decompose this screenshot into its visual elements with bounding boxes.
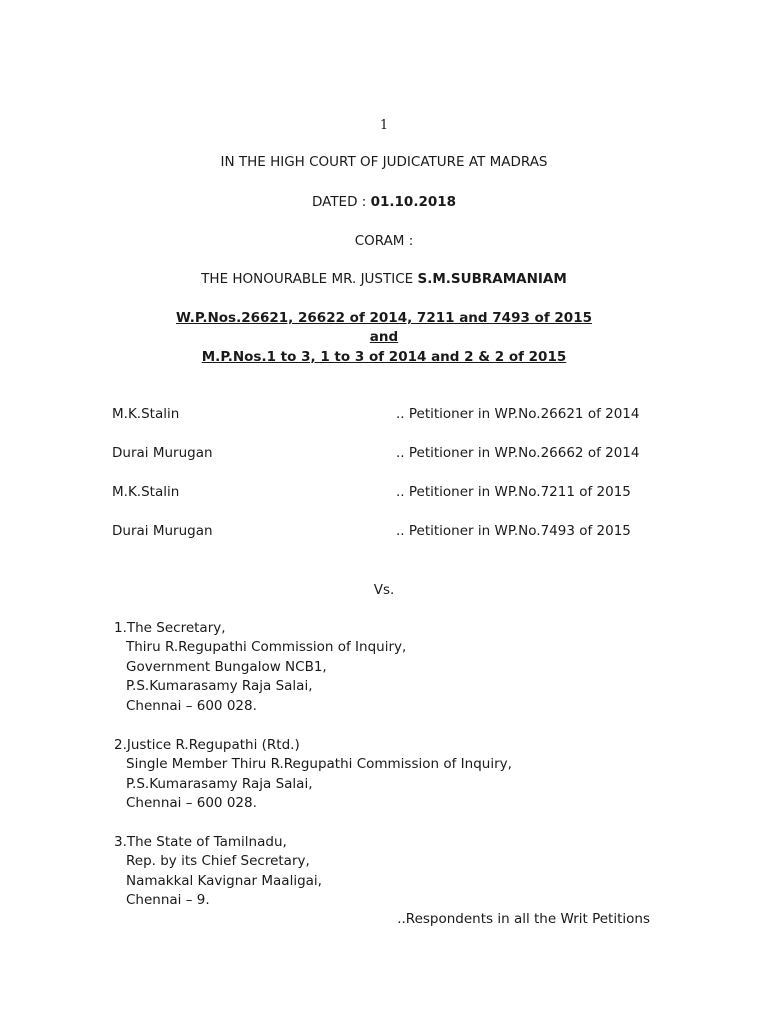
- case-numbers-wp: W.P.Nos.26621, 26622 of 2014, 7211 and 7493 of 2015: [176, 310, 592, 326]
- respondent-address-line: P.S.Kumarasamy Raja Salai,: [126, 678, 313, 695]
- judge-prefix: THE HONOURABLE MR. JUSTICE: [201, 271, 418, 287]
- respondent-heading: 1.The Secretary,: [114, 620, 226, 636]
- petitioner-role: .. Petitioner in WP.No.26662 of 2014: [396, 445, 640, 461]
- respondent-address-line: Single Member Thiru R.Regupathi Commission of Inquiry,: [126, 756, 512, 773]
- page-number: 1: [379, 118, 389, 133]
- respondent-address-line: Rep. by its Chief Secretary,: [126, 853, 310, 870]
- court-title: IN THE HIGH COURT OF JUDICATURE AT MADRAS: [220, 154, 548, 170]
- respondent-block: [114, 736, 512, 814]
- petitioner-name: Durai Murugan: [112, 523, 213, 539]
- dated-line: [0, 193, 768, 211]
- respondent-heading: 3.The State of Tamilnadu,: [114, 834, 287, 850]
- coram-heading: CORAM :: [354, 233, 414, 249]
- dated-value: 01.10.2018: [370, 194, 457, 210]
- respondent-address-line: P.S.Kumarasamy Raja Salai,: [126, 775, 313, 792]
- petitioner-role: .. Petitioner in WP.No.7493 of 2015: [396, 523, 631, 539]
- petitioner-name: M.K.Stalin: [112, 484, 180, 500]
- case-numbers-and: and: [369, 329, 399, 345]
- petitioner-name: Durai Murugan: [112, 445, 213, 461]
- respondent-address-line: Namakkal Kavignar Maaligai,: [126, 872, 322, 889]
- judge-line: [0, 270, 768, 288]
- respondent-address-line: Chennai – 600 028.: [126, 697, 257, 714]
- petitioner-role: .. Petitioner in WP.No.7211 of 2015: [396, 484, 631, 500]
- petitioner-name: M.K.Stalin: [112, 406, 180, 422]
- respondent-address-line: Chennai – 9.: [126, 892, 210, 909]
- respondent-heading: 2.Justice R.Regupathi (Rtd.): [114, 737, 300, 753]
- case-numbers-mp: M.P.Nos.1 to 3, 1 to 3 of 2014 and 2 & 2 of 2015: [201, 349, 567, 365]
- respondent-address-line: Chennai – 600 028.: [126, 795, 257, 812]
- judge-name: S.M.SUBRAMANIAM: [417, 271, 567, 287]
- petitioner-role: .. Petitioner in WP.No.26621 of 2014: [396, 406, 640, 422]
- versus-label: Vs.: [373, 582, 395, 598]
- respondent-address-line: Government Bungalow NCB1,: [126, 658, 327, 675]
- respondents-role: ..Respondents in all the Writ Petitions: [397, 911, 650, 927]
- respondent-block: [114, 833, 322, 911]
- dated-label: DATED :: [311, 194, 371, 210]
- respondent-block: [114, 619, 406, 716]
- respondent-address-line: Thiru R.Regupathi Commission of Inquiry,: [126, 639, 407, 656]
